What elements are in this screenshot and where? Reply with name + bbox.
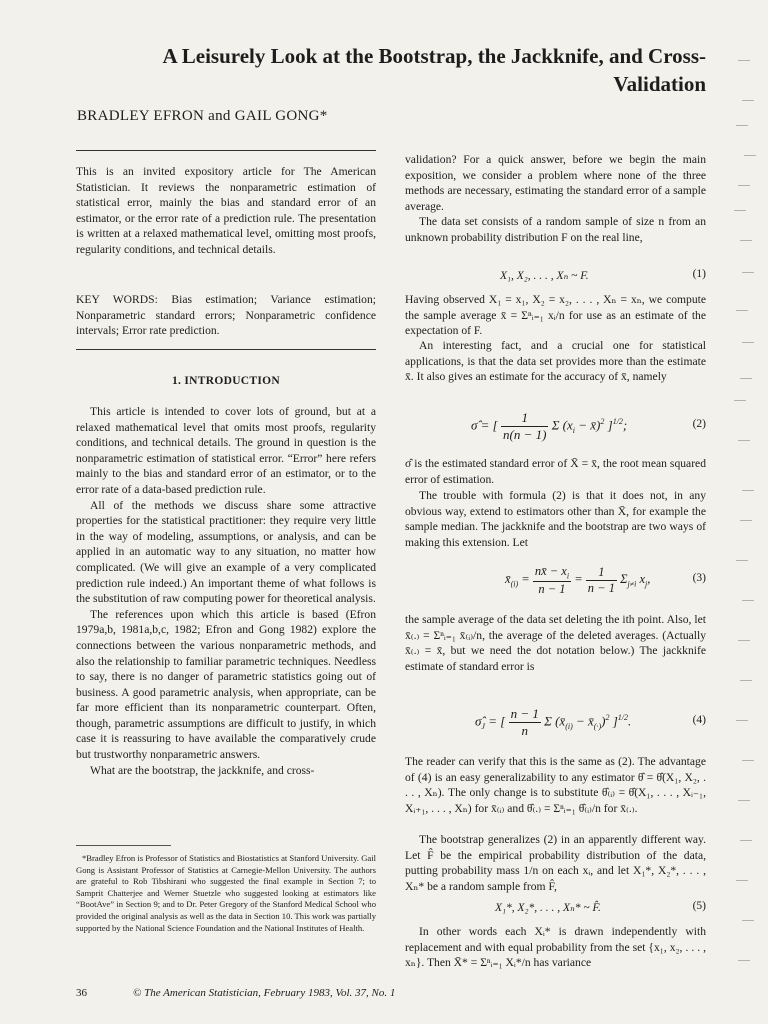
- page-number: 36: [76, 987, 87, 999]
- journal-citation: © The American Statistician, February 1983, Vol. 37, No. 1: [133, 987, 396, 999]
- footnote-rule: [76, 845, 171, 846]
- authors: BRADLEY EFRON and GAIL GONG*: [77, 108, 328, 124]
- equation-2: σ̂ = [ $\frac{1}{n(n - 1)}$ Σ ($x_i$ − x̄)$^2$ ]$^{1/2}$; (2): [471, 410, 706, 442]
- article-title: A Leisurely Look at the Bootstrap, the Jackknife, and Cross-Validation: [162, 44, 706, 96]
- equation-3: $x̄_{(i)}$ = $\frac{nx̄ - x_i}{n - 1}$ = $\frac{1}{n - 1}$ $\Sigma_{j\ne i}$ $x_j$, (3): [505, 564, 706, 596]
- section-heading: 1. INTRODUCTION: [171, 375, 280, 387]
- paragraph: The reader can verify that this is the same as (2). The advantage of (4) is an easy generalizability to any estimator θ̂ = θ̂(X₁, X₂, . . . , Xₙ). The only change is to substitute θ̂₍ᵢ₎ = θ̂(X₁, . . . , Xᵢ₋₁, Xᵢ₊₁, . . . , Xₙ) for x̄₍ᵢ₎ and θ̂₍.₎ = Σⁿᵢ₌₁ θ̂₍ᵢ₎/n for x̄₍.₎.: [405, 755, 706, 815]
- paragraph: The references upon which this article is based (Efron 1979a,b, 1981a,b,c, 1982; Efron and Gong 1982) explore the connections between the various nonparametric methods, and also the relationship to familiar parametric techniques. Needless to say, there is no danger of parametric statistics going out of business. A good parametric analysis, when appropriate, can be far more efficient than its nonparametric counterpart. Often, though, parametric assumptions are difficult to justify, in which case it is reassuring to have available the comparatively crude but trustworthy nonparametric answers.: [76, 607, 376, 762]
- footnote: *Bradley Efron is Professor of Statistics and Biostatistics at Stanford University. Gail Gong is Assistant Professor of Statistics at Carnegie-Mellon University. The authors are grateful to Rob Tibshirani who suggested the final example in Section 7; to Samprit Chatterjee and Werner Stuetzle who suggested looking at estimators like “BootAve” in Section 9; and to Dr. Peter Gregory of the Stanford Medical School who provided the original analysis as well as the data in Section 10. This work was partially supported by the National Science Foundation and the National Institutes of Health.: [76, 853, 376, 933]
- abstract: This is an invited expository article for The American Statistician. It reviews the nonparametric estimation of statistical error, mainly the bias and standard error of an estimator, or the error rate of a prediction rule. The presentation is written at a relaxed mathematical level, omitting most proofs, regularity conditions, and technical details.: [76, 165, 376, 256]
- paragraph: All of the methods we discuss share some attractive properties for the statistical practitioner: they require very little in the way of modeling, assumptions, or analysis, and can be applied in an automatic way to any situation, no matter how complicated. (We will give an example of a very complicated prediction rule indeed.) An important theme of what follows is the substitution of raw computing power for theoretical analysis.: [76, 498, 376, 606]
- intro-text: [76, 404, 376, 778]
- keywords: KEY WORDS: Bias estimation; Variance estimation; Nonparametric standard errors; Nonparametric confidence intervals; Error rate prediction.: [76, 293, 376, 338]
- paragraph: The data set consists of a random sample of size n from an unknown probability distribution F on the real line,: [405, 215, 706, 244]
- equation-4: $\sigmâ_J$ = [ $\frac{n - 1}{n}$ Σ ($x̄_{(i)}$ − $x̄_{(\cdot)})^2$ ]$^{1/2}$. (4): [475, 706, 706, 738]
- divider: [76, 349, 376, 350]
- paragraph: What are the bootstrap, the jackknife, and cross-: [90, 763, 315, 777]
- paragraph: An interesting fact, and a crucial one for statistical applications, is that the data set provides more than the estimate x̄. It also gives an estimate for the accuracy of x̄, namely: [405, 339, 706, 384]
- paragraph: σ̂ is the estimated standard error of X̄ = x̄, the root mean squared error of estimation.: [405, 457, 706, 486]
- paragraph: In other words each Xᵢ* is drawn independently with replacement and with equal probability from the set {x₁, x₂, . . . , xₙ}. Then X̄* = Σⁿᵢ₌₁ Xᵢ*/n has variance: [405, 925, 706, 970]
- margin-marks: [728, 20, 768, 1000]
- paragraph: The trouble with formula (2) is that it does not, in any obvious way, extend to estimators other than X̄, for example the sample median. The jackknife and the bootstrap are two ways of making this extension. Let: [405, 489, 706, 549]
- paragraph: The bootstrap generalizes (2) in an apparently different way. Let F̂ be the empirical probability distribution of the data, putting probability mass 1/n on each xᵢ, and let X₁*, X₂*, . . . , Xₙ* be a random sample from F̂,: [405, 833, 706, 893]
- divider: [76, 150, 376, 151]
- paragraph: This article is intended to cover lots of ground, but at a relaxed mathematical level that omits most proofs, regularity conditions, and technical details. The ground in question is the nonparametric estimation of statistical error. “Error” here refers mainly to the bias and standard error of an estimator, or to the error rate of a data-based prediction rule.: [76, 405, 376, 496]
- paragraph: Having observed X₁ = x₁, X₂ = x₂, . . . , Xₙ = xₙ, we compute the sample average x̄ = Σⁿᵢ₌₁ xᵢ/n for use as an estimate of the expectation of F.: [405, 293, 706, 338]
- paragraph: validation? For a quick answer, before we begin the main exposition, we consider a problem where none of the three methods are necessary, estimating the standard error of a sample average.: [405, 153, 706, 213]
- paragraph: the sample average of the data set deleting the ith point. Also, let x̄₍.₎ = Σⁿᵢ₌₁ x̄₍ᵢ₎/n, the average of the deleted averages. (Actually x̄₍.₎ = x̄, but we need the dot notation below.) The jackknife estimate of standard error is: [405, 613, 706, 673]
